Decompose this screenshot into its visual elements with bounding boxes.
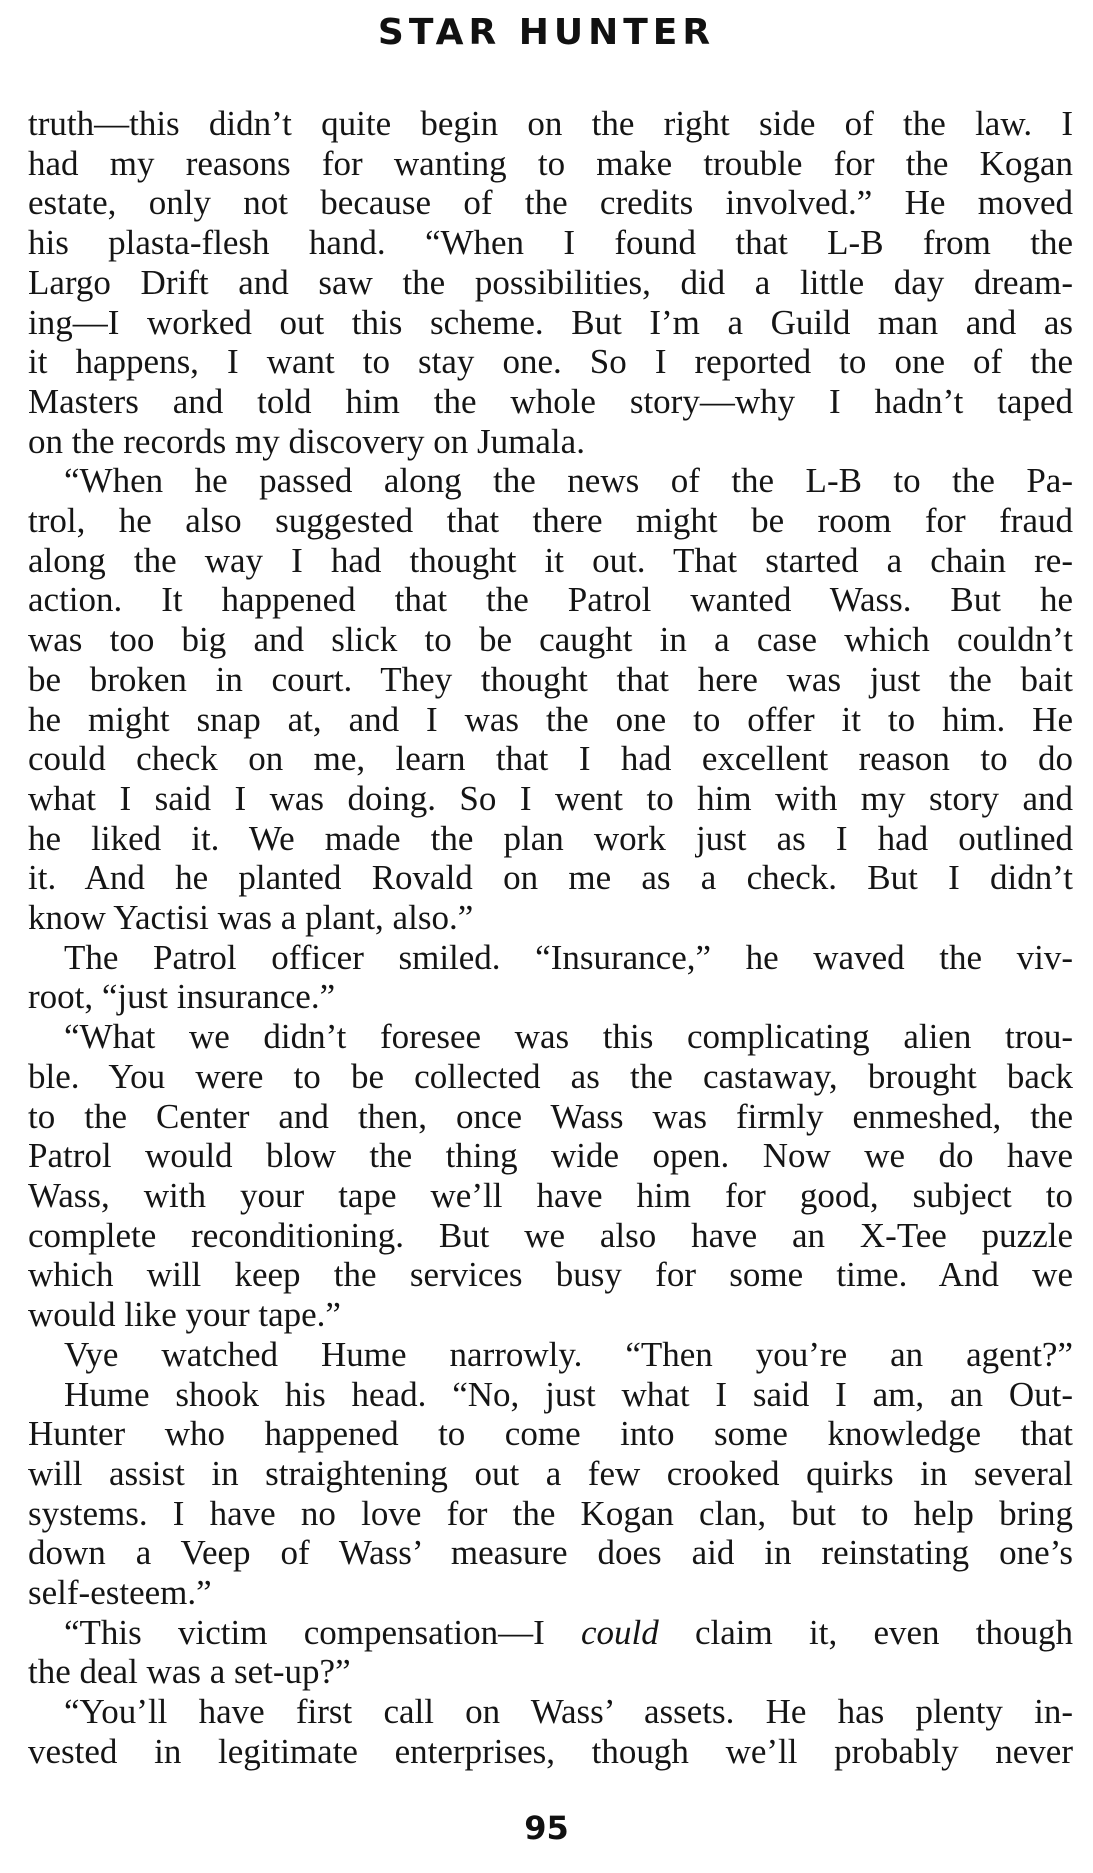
text-line: root, “just insurance.” [28, 977, 336, 1017]
text-line: ble. You were to be collected as the castaway, brought back [28, 1056, 1073, 1096]
running-title: STAR HUNTER [377, 12, 716, 53]
text-line: could check on me, learn that I had excellent reason to do [28, 739, 1073, 779]
text-line: Masters and told him the whole story—why I hadn’t taped [28, 381, 1073, 421]
text-line: “When he passed along the news of the L-B to the Pa- [64, 461, 1073, 501]
text-line: estate, only not because of the credits involved.” He moved [28, 183, 1073, 223]
text-line: to the Center and then, once Wass was firmly enmeshed, the [28, 1096, 1073, 1136]
body-text [28, 104, 1073, 1772]
text-line: on the records my discovery on Jumala. [28, 421, 585, 461]
text-line: along the way I had thought it out. That started a chain re- [28, 540, 1073, 580]
text-line: Largo Drift and saw the possibilities, did a little day dream- [28, 262, 1073, 302]
text-line: it. And he planted Rovald on me as a check. But I didn’t [28, 858, 1073, 898]
text-line: down a Veep of Wass’ measure does aid in reinstating one’s [28, 1533, 1073, 1573]
text-line: Hunter who happened to come into some knowledge that [28, 1414, 1073, 1454]
text-line: had my reasons for wanting to make trouble for the Kogan [28, 143, 1073, 183]
text-line: which will keep the services busy for some time. And we [28, 1255, 1073, 1295]
text-line: action. It happened that the Patrol wanted Wass. But he [28, 580, 1073, 620]
text-line: know Yactisi was a plant, also.” [28, 898, 474, 938]
text-line: what I said I was doing. So I went to him with my story and [28, 778, 1073, 818]
text-line: “You’ll have first call on Wass’ assets. He has plenty in- [64, 1692, 1073, 1732]
text-line: will assist in straightening out a few crooked quirks in several [28, 1453, 1073, 1493]
text-line: “What we didn’t foresee was this complicating alien trou- [64, 1017, 1073, 1057]
text-line: his plasta-flesh hand. “When I found that L-B from the [28, 223, 1073, 263]
text-line: he liked it. We made the plan work just as I had outlined [28, 818, 1073, 858]
text-line: trol, he also suggested that there might be room for fraud [28, 501, 1073, 541]
text-line: complete reconditioning. But we also have an X-Tee puzzle [28, 1215, 1073, 1255]
text-line: was too big and slick to be caught in a case which couldn’t [28, 620, 1073, 660]
text-line: be broken in court. They thought that here was just the bait [28, 659, 1073, 699]
text-line: he might snap at, and I was the one to offer it to him. He [28, 699, 1073, 739]
text-line: ing—I worked out this scheme. But I’m a Guild man and as [28, 302, 1073, 342]
text-line: Vye watched Hume narrowly. “Then you’re an agent?” [64, 1334, 1073, 1374]
text-line: Wass, with your tape we’ll have him for good, subject to [28, 1175, 1073, 1215]
text-line: would like your tape.” [28, 1295, 341, 1335]
text-line: The Patrol officer smiled. “Insurance,” he waved the viv- [64, 937, 1073, 977]
text-line: it happens, I want to stay one. So I reported to one of the [28, 342, 1073, 382]
text-line: truth—this didn’t quite begin on the right side of the law. I [28, 104, 1073, 143]
text-line: Hume shook his head. “No, just what I said I am, an Out- [64, 1374, 1073, 1414]
text-line: the deal was a set-up?” [28, 1652, 351, 1692]
text-line: vested in legitimate enterprises, though we’ll probably never [28, 1731, 1073, 1771]
text-line: systems. I have no love for the Kogan clan, but to help bring [28, 1493, 1073, 1533]
page-number: 95 [524, 1809, 569, 1847]
text-line: Patrol would blow the thing wide open. Now we do have [28, 1136, 1073, 1176]
text-line: “This victim compensation—I could claim it, even though [64, 1612, 1073, 1652]
text-line: self-esteem.” [28, 1573, 212, 1613]
